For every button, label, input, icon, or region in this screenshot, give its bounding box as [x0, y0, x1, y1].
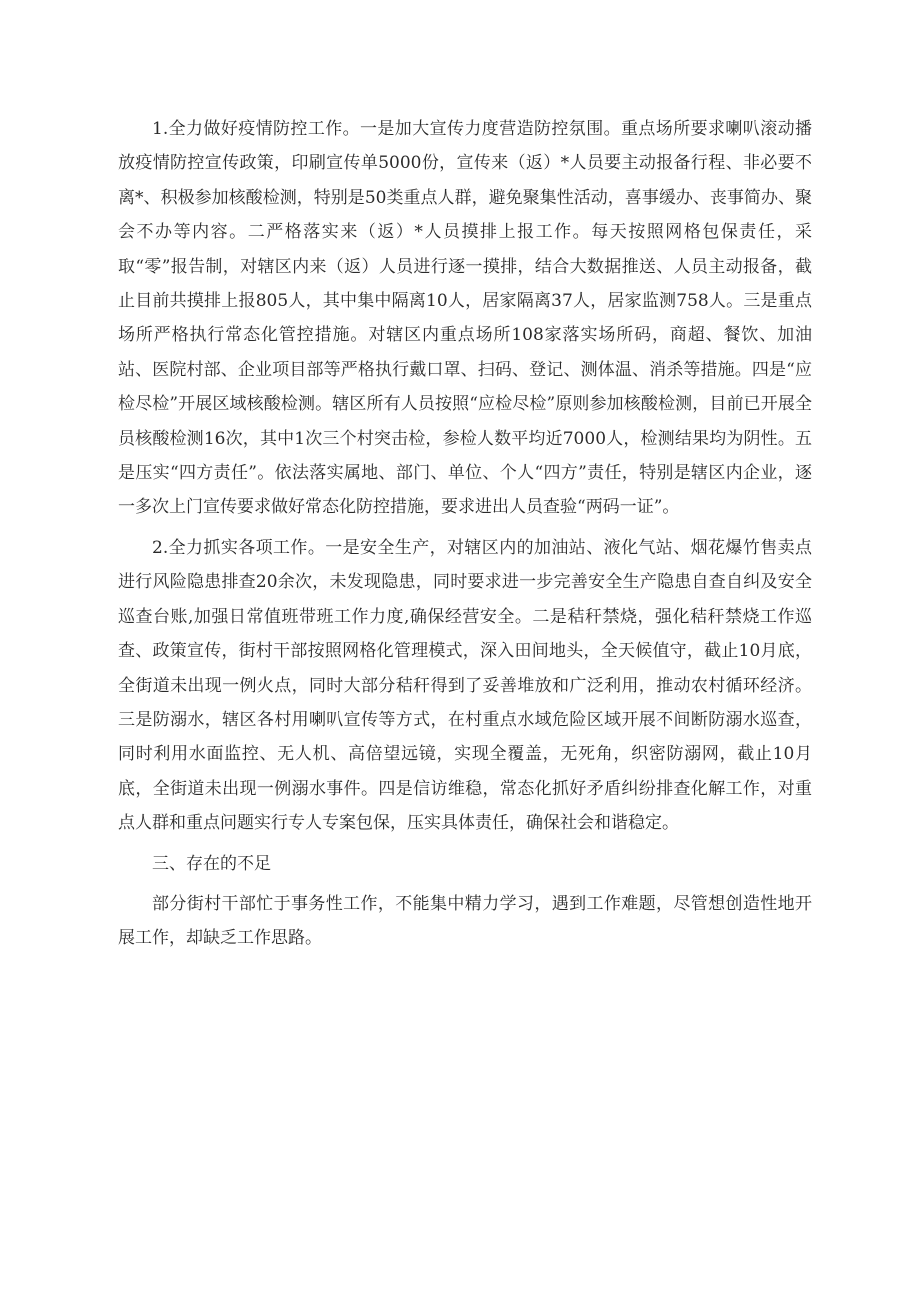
paragraph-shortcomings: 部分街村干部忙于事务性工作，不能集中精力学习，遇到工作难题，尽管想创造性地开展工作，却缺乏工作思路。 — [118, 893, 812, 949]
paragraph-epidemic-control: 1.全力做好疫情防控工作。一是加大宣传力度营造防控氛围。重点场所要求喇叭滚动播放疫情防控宣传政策，印刷宣传单5000份，宣传来（返）*人员要主动报备行程、非必要不离*、积极参加核酸检测，特别是50类重点人群，避免聚集性活动，喜事缓办、丧事简办、聚会不办等内容。二严格落实来（返）*人员摸排上报工作。每天按照网格包保责任，采取“零”报告制，对辖区内来（返）人员进行逐一摸排，结合大数据推送、人员主动报备，截止目前共摸排上报805人，其中集中隔离10人，居家隔离37人，居家监测758人。三是重点场所严格执行常态化管控措施。对辖区内重点场所108家落实场所码，商超、餐饮、加油站、医院村部、企业项目部等严格执行戴口罩、扫码、登记、测体温、消杀等措施。四是“应检尽检”开展区域核酸检测。辖区所有人员按照“应检尽检”原则参加核酸检测，目前已开展全员核酸检测16次，其中1次三个村突击检，参检人数平均近7000人，检测结果均为阴性。五是压实“四方责任”。依法落实属地、部门、单位、个人“四方”责任，特别是辖区内企业，逐一多次上门宣传要求做好常态化防控措施，要求进出人员查验“两码一证”。 — [118, 119, 812, 518]
paragraph-work-tasks: 2.全力抓实各项工作。一是安全生产，对辖区内的加油站、液化气站、烟花爆竹售卖点进行风险隐患排查20余次，未发现隐患，同时要求进一步完善安全生产隐患自查自纠及安全巡查台账,加强日常值班带班工作力度,确保经营安全。二是秸秆禁烧，强化秸秆禁烧工作巡查、政策宣传，街村干部按照网格化管理模式，深入田间地头，全天候值守，截止10月底，全街道未出现一例火点，同时大部分秸秆得到了妥善堆放和广泛利用，推动农村循环经济。三是防溺水，辖区各村用喇叭宣传等方式，在村重点水域危险区域开展不间断防溺水巡查，同时利用水面监控、无人机、高倍望远镜，实现全覆盖，无死角，织密防溺网，截止10月底，全街道未出现一例溺水事件。四是信访维稳，常态化抓好矛盾纠纷排查化解工作，对重点人群和重点问题实行专人专案包保，压实具体责任，确保社会和谐稳定。 — [118, 537, 812, 834]
section-heading-shortcomings: 三、存在的不足 — [152, 853, 271, 874]
document-body — [118, 112, 812, 956]
